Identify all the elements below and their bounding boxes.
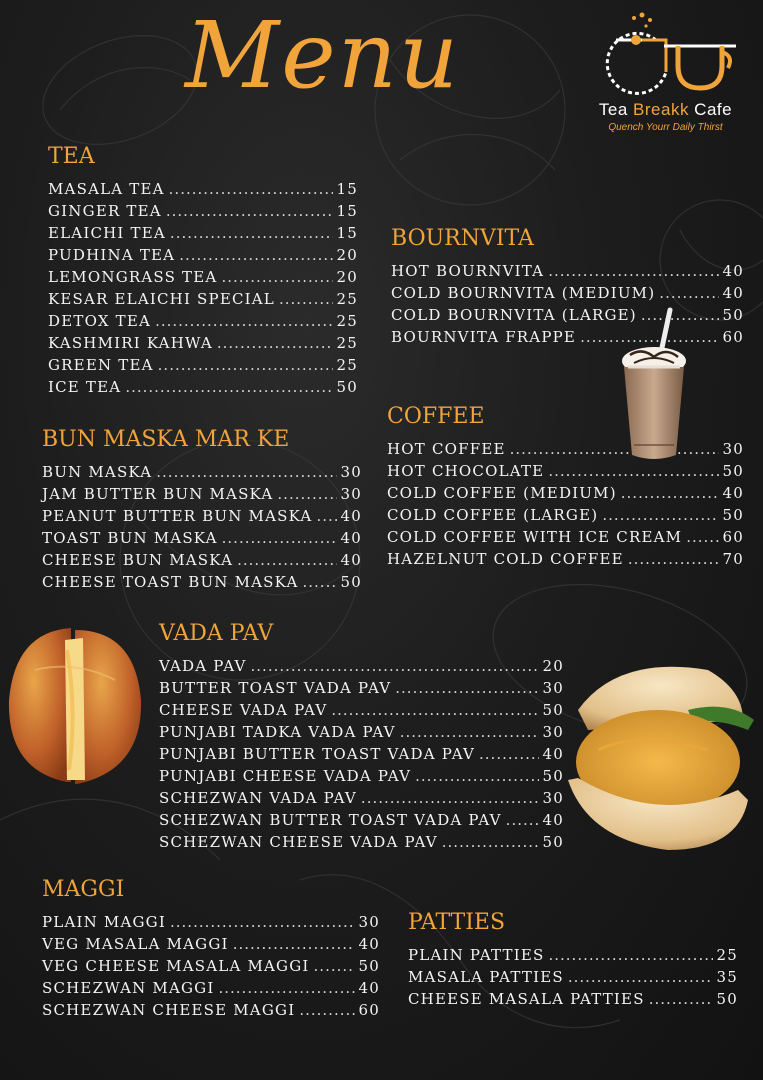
menu-item [387, 526, 744, 548]
menu-item-name: PUNJABI BUTTER TOAST VADA PAV [159, 745, 476, 763]
menu-item-price: 50 [358, 957, 380, 975]
menu-item-name: DETOX TEA [48, 312, 152, 330]
menu-item [408, 966, 738, 988]
menu-item-price: 20 [336, 246, 358, 264]
menu-item-name: LEMONGRASS TEA [48, 268, 218, 286]
menu-item-name: SCHEZWAN CHEESE VADA PAV [159, 833, 438, 851]
menu-item-name: JAM BUTTER BUN MASKA [42, 485, 274, 503]
menu-item-list [48, 178, 358, 398]
menu-item-name: MASALA TEA [48, 180, 165, 198]
dot-leader [548, 944, 712, 966]
dot-leader [331, 699, 538, 721]
dot-leader [237, 549, 336, 571]
section-title: BOURNVITA [391, 226, 534, 251]
brand-name-part3: Cafe [688, 100, 733, 119]
menu-item-price: 40 [358, 935, 380, 953]
menu-item [391, 282, 744, 304]
menu-item [48, 332, 358, 354]
dot-leader [170, 911, 355, 933]
menu-item [387, 548, 744, 570]
menu-item [42, 977, 380, 999]
menu-item-price: 50 [722, 306, 744, 324]
menu-item-name: HOT COFFEE [387, 440, 506, 458]
dot-leader [649, 988, 713, 1010]
menu-item-price: 20 [336, 268, 358, 286]
menu-item [408, 988, 738, 1010]
menu-item-price: 60 [722, 528, 744, 546]
menu-item-price: 50 [336, 378, 358, 396]
brand-logo [578, 10, 753, 133]
menu-item-price: 40 [340, 551, 362, 569]
menu-item-name: GINGER TEA [48, 202, 162, 220]
menu-item-name: COLD BOURNVITA (MEDIUM) [391, 284, 656, 302]
section-title: PATTIES [408, 910, 506, 935]
menu-item-price: 60 [358, 1001, 380, 1019]
dot-leader [251, 655, 539, 677]
menu-item-price: 40 [340, 507, 362, 525]
dot-leader [299, 999, 354, 1021]
section-title: BUN MASKA MAR KE [42, 427, 290, 452]
menu-item [391, 260, 744, 282]
dot-leader [179, 244, 332, 266]
section-patties [408, 912, 738, 1010]
menu-item-name: COLD BOURNVITA (LARGE) [391, 306, 637, 324]
dot-leader [217, 332, 333, 354]
menu-item-list [42, 461, 362, 593]
menu-item-name: CHEESE BUN MASKA [42, 551, 234, 569]
menu-item-name: CHEESE MASALA PATTIES [408, 990, 645, 1008]
section-tea [48, 146, 358, 398]
menu-item [408, 944, 738, 966]
menu-item [387, 504, 744, 526]
dot-leader [169, 178, 333, 200]
dot-leader [442, 831, 539, 853]
menu-item-name: BOURNVITA FRAPPE [391, 328, 577, 346]
menu-item-name: BUN MASKA [42, 463, 153, 481]
menu-item-price: 40 [722, 262, 744, 280]
menu-item [42, 933, 380, 955]
menu-item [42, 527, 362, 549]
menu-item-name: VADA PAV [159, 657, 247, 675]
dot-leader [602, 504, 718, 526]
menu-item [159, 721, 564, 743]
dot-leader [158, 354, 333, 376]
dot-leader [628, 548, 719, 570]
dot-leader [548, 260, 718, 282]
menu-title: Menu [185, 2, 461, 109]
menu-item-name: ELAICHI TEA [48, 224, 166, 242]
menu-item-price: 30 [542, 789, 564, 807]
menu-item [159, 787, 564, 809]
menu-item-name: CHEESE VADA PAV [159, 701, 328, 719]
menu-item-name: VEG CHEESE MASALA MAGGI [42, 957, 310, 975]
menu-item-name: COLD COFFEE WITH ICE CREAM [387, 528, 683, 546]
menu-item-name: KESAR ELAICHI SPECIAL [48, 290, 275, 308]
dot-leader [218, 977, 354, 999]
frappe-glass-image [612, 305, 697, 465]
menu-item [387, 482, 744, 504]
menu-item-name: VEG MASALA MAGGI [42, 935, 229, 953]
menu-item-price: 50 [716, 990, 738, 1008]
menu-item-price: 25 [336, 312, 358, 330]
dot-leader [415, 765, 538, 787]
menu-item [42, 999, 380, 1021]
menu-item-price: 40 [722, 484, 744, 502]
menu-item-price: 50 [542, 767, 564, 785]
dot-leader [166, 200, 333, 222]
dot-leader [314, 955, 355, 977]
dot-leader [170, 222, 333, 244]
section-title: VADA PAV [159, 621, 274, 646]
menu-item [42, 505, 362, 527]
menu-item-price: 50 [722, 506, 744, 524]
menu-item [159, 655, 564, 677]
dot-leader [155, 310, 332, 332]
dot-leader [400, 721, 539, 743]
menu-item-name: KASHMIRI KAHWA [48, 334, 213, 352]
menu-item-price: 25 [336, 334, 358, 352]
menu-item-price: 20 [542, 657, 564, 675]
menu-item-price: 40 [722, 284, 744, 302]
brand-name [578, 100, 753, 120]
menu-item-name: HOT CHOCOLATE [387, 462, 545, 480]
menu-item [42, 549, 362, 571]
vada-pav-image [558, 650, 758, 860]
menu-item-name: TOAST BUN MASKA [42, 529, 218, 547]
menu-item-name: CHEESE TOAST BUN MASKA [42, 573, 299, 591]
menu-item [48, 178, 358, 200]
menu-item-price: 15 [336, 202, 358, 220]
menu-item-name: ICE TEA [48, 378, 122, 396]
section-bun-maska [42, 429, 362, 593]
section-title: MAGGI [42, 877, 125, 902]
brand-tagline: Quench Yourr Daily Thirst [608, 122, 723, 133]
menu-item [159, 743, 564, 765]
menu-item [48, 222, 358, 244]
menu-item-name: SCHEZWAN BUTTER TOAST VADA PAV [159, 811, 502, 829]
menu-item [159, 765, 564, 787]
menu-item-price: 30 [358, 913, 380, 931]
dot-leader [233, 933, 355, 955]
menu-item-price: 40 [542, 811, 564, 829]
menu-item-name: SCHEZWAN MAGGI [42, 979, 215, 997]
menu-item-list [408, 944, 738, 1010]
menu-item [42, 955, 380, 977]
dot-leader [303, 571, 337, 593]
menu-item [159, 809, 564, 831]
menu-item [159, 831, 564, 853]
menu-item-name: SCHEZWAN CHEESE MAGGI [42, 1001, 296, 1019]
dot-leader [621, 482, 719, 504]
menu-item [42, 461, 362, 483]
menu-item-price: 30 [340, 463, 362, 481]
dot-leader [568, 966, 713, 988]
menu-item [42, 571, 362, 593]
menu-item [48, 266, 358, 288]
menu-item-name: BUTTER TOAST VADA PAV [159, 679, 392, 697]
section-vada-pav [159, 623, 564, 853]
menu-item-name: PEANUT BUTTER BUN MASKA [42, 507, 313, 525]
menu-item-name: GREEN TEA [48, 356, 154, 374]
dot-leader [361, 787, 539, 809]
dot-leader [686, 526, 718, 548]
dot-leader [156, 461, 336, 483]
menu-item-list [159, 655, 564, 853]
menu-item-list [42, 911, 380, 1021]
menu-item-name: HAZELNUT COLD COFFEE [387, 550, 624, 568]
menu-item-price: 30 [340, 485, 362, 503]
menu-item-price: 50 [340, 573, 362, 591]
menu-item-name: PLAIN PATTIES [408, 946, 545, 964]
menu-item [42, 911, 380, 933]
menu-item-price: 40 [542, 745, 564, 763]
menu-item-price: 25 [716, 946, 738, 964]
menu-item-name: PUDHINA TEA [48, 246, 176, 264]
dot-leader [506, 809, 539, 831]
dot-leader [277, 483, 336, 505]
teacup-logo-icon [596, 10, 736, 98]
menu-item-name: HOT BOURNVITA [391, 262, 545, 280]
brand-name-part1: Tea [598, 100, 634, 119]
dot-leader [221, 266, 332, 288]
section-maggi [42, 879, 380, 1021]
bun-maska-image [5, 620, 145, 790]
dot-leader [659, 282, 718, 304]
menu-item-price: 15 [336, 224, 358, 242]
menu-item-price: 50 [722, 462, 744, 480]
brand-name-part2: Breakk [633, 100, 689, 119]
menu-item-name: MASALA PATTIES [408, 968, 564, 986]
section-title: COFFEE [387, 404, 485, 429]
menu-item-name: PUNJABI CHEESE VADA PAV [159, 767, 412, 785]
menu-item-price: 30 [542, 679, 564, 697]
dot-leader [279, 288, 333, 310]
menu-item [159, 677, 564, 699]
menu-item-price: 30 [722, 440, 744, 458]
menu-item [159, 699, 564, 721]
menu-item-name: COLD COFFEE (MEDIUM) [387, 484, 617, 502]
menu-item [48, 354, 358, 376]
dot-leader [479, 743, 538, 765]
menu-item-price: 50 [542, 701, 564, 719]
menu-item-price: 50 [542, 833, 564, 851]
menu-item-price: 25 [336, 290, 358, 308]
menu-item-price: 35 [716, 968, 738, 986]
menu-item-price: 40 [340, 529, 362, 547]
dot-leader [222, 527, 337, 549]
menu-item-price: 70 [722, 550, 744, 568]
dot-leader [316, 505, 336, 527]
menu-item-price: 15 [336, 180, 358, 198]
menu-item-price: 25 [336, 356, 358, 374]
section-title: TEA [48, 144, 95, 169]
menu-item-name: COLD COFFEE (LARGE) [387, 506, 599, 524]
menu-item [48, 200, 358, 222]
menu-item [48, 310, 358, 332]
menu-item-price: 40 [358, 979, 380, 997]
menu-item-name: SCHEZWAN VADA PAV [159, 789, 357, 807]
dot-leader [395, 677, 538, 699]
menu-item [48, 244, 358, 266]
dot-leader [125, 376, 332, 398]
menu-item-name: PLAIN MAGGI [42, 913, 166, 931]
menu-item-price: 60 [722, 328, 744, 346]
menu-item [48, 288, 358, 310]
menu-item-price: 30 [542, 723, 564, 741]
menu-item [42, 483, 362, 505]
menu-item [48, 376, 358, 398]
menu-item-name: PUNJABI TADKA VADA PAV [159, 723, 396, 741]
